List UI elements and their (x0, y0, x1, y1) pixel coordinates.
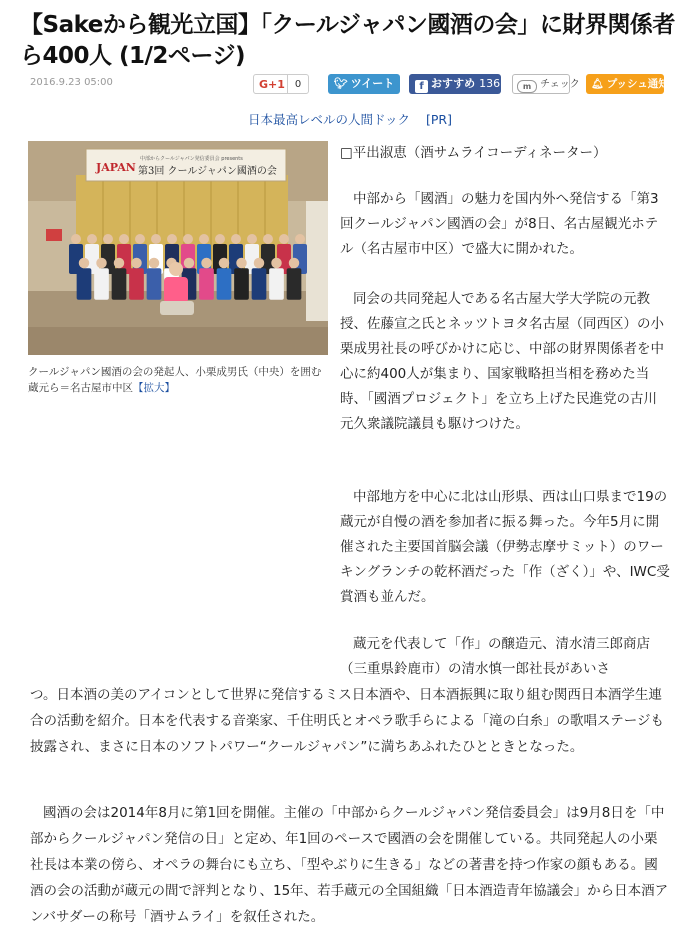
push-notification-button[interactable] (586, 74, 669, 94)
google-plus-button[interactable] (253, 74, 309, 94)
check-label: チェック (540, 79, 580, 90)
person-head (201, 258, 212, 269)
mixi-icon: m (517, 80, 537, 93)
article-headline: 【Sakeから観光立国】「クールジャパン國酒の会」に財界関係者ら400人 (1/2ページ) (20, 12, 675, 69)
google-plus-count: 0 (287, 75, 308, 93)
person-head (254, 258, 265, 269)
author-line: □平出淑恵（酒サムライコーディネーター） (340, 145, 607, 161)
person-head (119, 234, 129, 244)
person-head (247, 234, 257, 244)
person-body (269, 268, 284, 300)
person-body (77, 268, 92, 300)
article-photo[interactable] (28, 141, 328, 355)
person-head (219, 258, 230, 269)
person-head (96, 258, 107, 269)
twitter-bird-icon: 🐦︎ (333, 77, 348, 90)
person-head (271, 258, 282, 269)
person-head (71, 234, 81, 244)
group-photo-illustration (28, 141, 328, 355)
banner-subtitle: 中部からクールジャパン発信委員会 presents (140, 156, 243, 162)
person-body (112, 268, 127, 300)
article-date: 2016.9.23 05:00 (30, 77, 113, 88)
facebook-count: 136 (479, 77, 501, 90)
enlarge-link[interactable]: 【拡大】 (133, 382, 175, 394)
person-head (295, 234, 305, 244)
person-body (252, 268, 267, 300)
promo-link-row (248, 110, 452, 128)
person-body (129, 268, 144, 300)
google-plus-label: G+1 (259, 78, 285, 91)
person-head (236, 258, 247, 269)
paragraph-4-continued: つ。日本酒の美のアイコンとして世界に発信するミス日本酒や、日本酒振興に取り組む関西日本酒学生連合の活動を紹介。日本を代表する音楽家、千住明氏とオペラ歌手らによる「滝の白糸」の歌唱ステージも披露され、まさに日本のソフトパワー“クールジャパン”に満ちあふれたひとときとなった。 (30, 687, 664, 755)
banner-title: 第3回 クールジャパン國酒の会 (138, 166, 277, 177)
person-head (114, 258, 125, 269)
mixi-check-button[interactable] (512, 74, 580, 94)
person-head (215, 234, 225, 244)
person-head (151, 234, 161, 244)
share-bar (20, 74, 670, 98)
person-head (79, 258, 90, 269)
person-head (263, 234, 273, 244)
push-label: プッシュ通知 (606, 78, 669, 90)
promo-link[interactable]: 日本最高レベルの人間ドック (248, 112, 411, 127)
caption-text: クールジャパン國酒の会の発起人、小栗成男氏（中央）を囲む蔵元ら＝名古屋市中区 (28, 366, 322, 394)
photo-caption (28, 364, 330, 396)
paragraph-2: 同会の共同発起人である名古屋大学大学院の元教授、佐藤宣之氏とネッツトヨタ名古屋（同西区）の小栗成男社長の呼びかけに応じ、中部の財界関係者を中心に約400人が集まり、国家戦略担当相を務めた当時、「國酒プロジェクト」を立ち上げた民進党の古川元久衆議院議員も駆けつけた。 (340, 291, 664, 432)
pr-tag[interactable]: [PR] (426, 112, 452, 127)
person-head (103, 234, 113, 244)
person-body (234, 268, 249, 300)
person-head (289, 258, 300, 269)
paragraph-3: 中部地方を中心に北は山形県、西は山口県まで19の蔵元が自慢の酒を参加者に振る舞った。今年5月に開催された主要国首脳会議（伊勢志摩サミット）のワーキングランチの乾杯酒だった「作（ざく）」や、IWC受賞酒も並んだ。 (340, 489, 670, 605)
banner-japan-text: JAPAN (96, 161, 136, 174)
tweet-button[interactable] (328, 74, 400, 94)
tweet-label: ツイート (350, 77, 395, 90)
person-body (287, 268, 302, 300)
person-body (94, 268, 109, 300)
person-body (199, 268, 214, 300)
person-head (167, 234, 177, 244)
paragraph-4-start: 蔵元を代表して「作」の醸造元、清水清三郎商店（三重県鈴鹿市）の清水慎一郎社長があいさ (340, 636, 650, 677)
bell-icon: 🔔︎ (591, 79, 604, 90)
person-body (147, 268, 162, 300)
paragraph-5: 國酒の会は2014年8月に第1回を開催。主催の「中部からクールジャパン発信委員会」は9月8日を「中部からクールジャパン発信の日」と定め、年1回のペースで國酒の会を開催している。共同発起人の小栗社長は本業の傍ら、オペラの舞台にも立ち、「型やぶりに生きる」などの著書を持つ作家の顔もある。國酒の会の活動が蔵元の間で評判となり、15年、若手蔵元の全国組織「日本酒造青年協議会」から日本酒アンバサダーの称号「酒サムライ」を叙任された。 (30, 805, 669, 925)
person-head (279, 234, 289, 244)
person-head (183, 234, 193, 244)
facebook-recommend-button[interactable] (409, 74, 501, 94)
paragraph-1: 中部から「國酒」の魅力を国内外へ発信する「第3回クールジャパン國酒の会」が8日、名古屋観光ホテル（名古屋市中区）で盛大に開かれた。 (340, 191, 659, 257)
person-head (131, 258, 142, 269)
person-body (217, 268, 232, 300)
person-head (87, 234, 97, 244)
person-head (149, 258, 160, 269)
facebook-label: おすすめ (431, 77, 476, 90)
person-head (231, 234, 241, 244)
person-head (184, 258, 195, 269)
facebook-f-icon: f (415, 80, 428, 93)
person-head (135, 234, 145, 244)
person-head (199, 234, 209, 244)
